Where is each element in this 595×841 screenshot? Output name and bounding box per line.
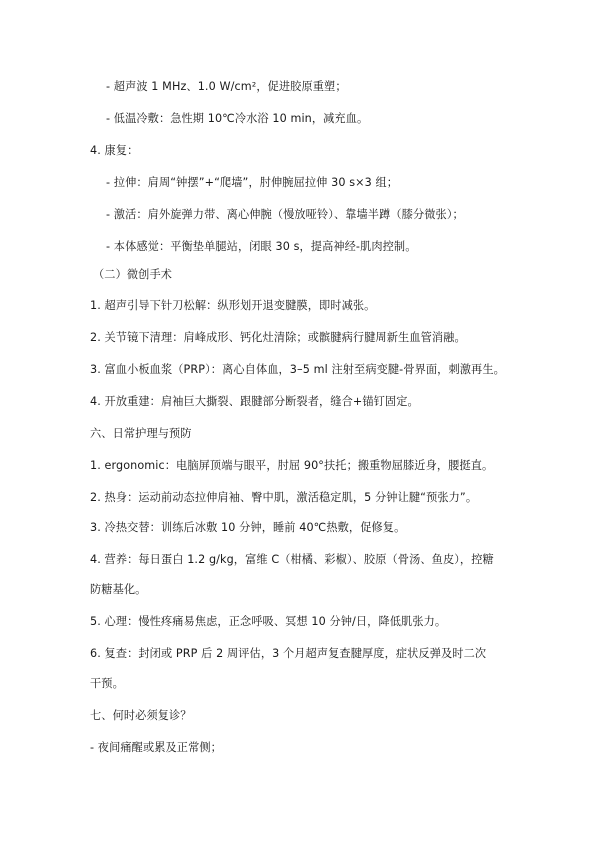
section-minimally-invasive-surgery: （二）微创手术 [93, 268, 173, 281]
item-followup: 6. 复查：封闭或 PRP 后 2 周评估，3 个月超声复查腱厚度，症状反弹及时二次 [90, 647, 487, 660]
bullet-activation: - 激活：肩外旋弹力带、离心伸腕（慢放哑铃）、靠墙半蹲（膝分微张）； [106, 208, 464, 221]
item-nutrition-cont: 防糖基化。 [90, 583, 147, 596]
item-open-reconstruction: 4. 开放重建：肩袖巨大撕裂、跟腱部分断裂者，缝合+锚钉固定。 [90, 395, 419, 408]
heading-rehab: 4. 康复： [90, 144, 139, 157]
bullet-stretch: - 拉伸：肩周“钟摆”+“爬墙”，肘伸腕屈拉伸 30 s×3 组； [106, 176, 399, 189]
bullet-proprioception: - 本体感觉：平衡垫单腿站，闭眼 30 s，提高神经-肌肉控制。 [106, 240, 417, 253]
item-ergonomic: 1. ergonomic：电脑屏顶端与眼平，肘屈 90°扶托；搬重物屈膝近身，腰挺直。 [90, 459, 494, 472]
item-psychology: 5. 心理：慢性疼痛易焦虑，正念呼吸、冥想 10 分钟/日，降低肌张力。 [90, 615, 447, 628]
item-arthroscopy: 2. 关节镜下清理：肩峰成形、钙化灶清除；或髌腱病行腱周新生血管消融。 [90, 331, 466, 344]
item-followup-cont: 干预。 [90, 677, 124, 690]
section-when-to-revisit: 七、何时必须复诊？ [90, 709, 192, 722]
item-warmup: 2. 热身：运动前动态拉伸肩袖、臀中肌，激活稳定肌，5 分钟让腱“预张力”。 [90, 491, 478, 504]
bullet-cold-compress: - 低温冷敷：急性期 10℃冷水浴 10 min，减充血。 [106, 112, 369, 125]
bullet-ultrasound: - 超声波 1 MHz、1.0 W/cm²，促进胶原重塑； [106, 80, 347, 93]
item-needle-knife: 1. 超声引导下针刀松解：纵形划开退变腱膜，即时减张。 [90, 299, 376, 312]
bullet-night-pain: - 夜间痛醒或累及正常侧； [90, 741, 222, 754]
item-prp: 3. 富血小板血浆（PRP）：离心自体血，3–5 ml 注射至病变腱-骨界面，刺激再生。 [90, 363, 505, 376]
item-nutrition: 4. 营养：每日蛋白 1.2 g/kg，富维 C（柑橘、彩椒）、胶原（骨汤、鱼皮），控糖 [90, 553, 494, 566]
section-daily-care: 六、日常护理与预防 [90, 427, 192, 440]
item-hot-cold: 3. 冷热交替：训练后冰敷 10 分钟，睡前 40℃热敷，促修复。 [90, 521, 406, 534]
